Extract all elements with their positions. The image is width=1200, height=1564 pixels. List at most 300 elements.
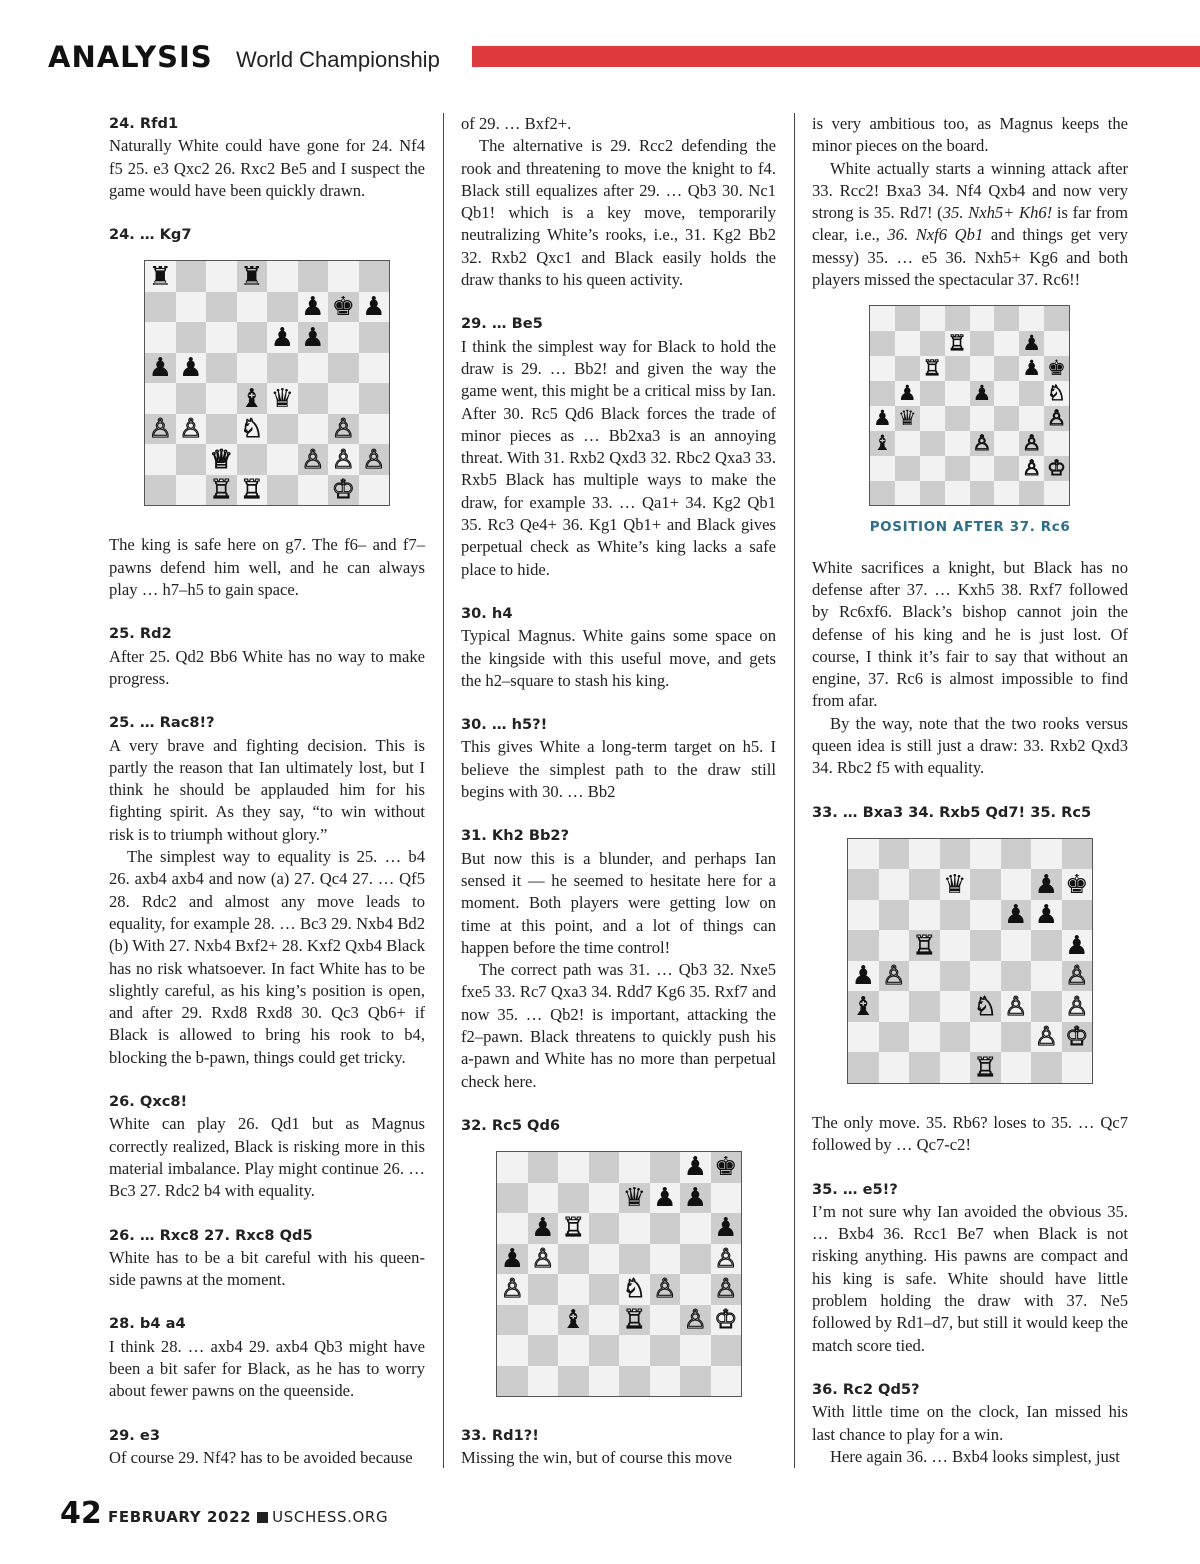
white-king-icon: ♔ [1065,1022,1089,1053]
board-square [895,306,920,331]
column-1 [109,113,425,1469]
white-rook-icon: ♖ [622,1304,646,1335]
board-square [920,431,945,456]
board-square [1062,839,1093,870]
black-pawn-icon: ♟ [1034,900,1058,931]
annotation-paragraph: White can play 26. Qd1 but as Magnus correctly realized, Black is risking more in this material imbalance. Play might continue 26. … Bc3 27. Rdc2 b4 with equality. [109,1114,425,1201]
white-knight-icon: ♘ [240,414,264,445]
board-square [909,1022,940,1053]
board-square [237,383,268,414]
board-square [497,1152,528,1183]
board-square [497,1274,528,1305]
board-square [619,1274,650,1305]
board-square [1044,331,1069,356]
board-square [328,292,359,323]
issue-line [108,1508,388,1526]
board-square [1062,930,1093,961]
board-square [945,406,970,431]
board-square [528,1335,559,1366]
move-heading: 30. … h5?! [461,716,548,734]
board-square [848,839,879,870]
board-square [1019,481,1044,506]
board-square [870,406,895,431]
board-square [1044,356,1069,381]
white-pawn-icon: ♙ [1065,961,1089,992]
board-square [711,1305,742,1336]
board-square [328,444,359,475]
board-square [1001,869,1032,900]
annotation-paragraph: After 25. Qd2 Bb6 White has no way to make progress. [109,646,425,688]
board-square [237,322,268,353]
board-square [528,1213,559,1244]
white-pawn-icon: ♙ [714,1274,738,1305]
board-square [1031,900,1062,931]
header-accent-bar [472,46,1200,67]
board-square [176,292,207,323]
board-square [589,1183,620,1214]
board-square [206,475,237,506]
board-square [497,1183,528,1214]
black-king-icon: ♚ [1065,869,1089,900]
board-square [970,481,995,506]
board-square [970,331,995,356]
board-square [870,481,895,506]
board-square [497,1366,528,1397]
board-square [870,331,895,356]
black-bishop-icon: ♝ [851,991,875,1022]
board-square [970,1022,1001,1053]
black-bishop-icon: ♝ [873,430,892,455]
board-square [711,1244,742,1275]
board-square [909,869,940,900]
board-square [1019,356,1044,381]
black-queen-icon: ♛ [270,383,294,414]
board-square [497,1335,528,1366]
board-square [970,306,995,331]
board-square [920,331,945,356]
board-square [895,456,920,481]
italic-variation: 35. Nxh5+ Kh6! [942,203,1053,223]
move-heading: 31. Kh2 Bb2? [461,827,570,845]
black-queen-icon: ♛ [622,1182,646,1213]
white-pawn-icon: ♙ [531,1243,555,1274]
annotation-paragraph: A very brave and fighting decision. This is partly the reason that Ian ultimately lost, but I think he should be applauded him for his fighting spirit. As they say, “to win without risk is to triumph without glory.” [109,735,425,844]
board-square [145,261,176,292]
black-pawn-icon: ♟ [897,380,917,405]
board-square [1019,306,1044,331]
board-square [945,481,970,506]
annotation-paragraph: Missing the win, but of course this move [461,1448,733,1468]
board-square [994,306,1019,331]
white-king-icon: ♔ [1047,455,1066,480]
board-square [1031,961,1062,992]
board-square [994,381,1019,406]
board-square [206,353,237,384]
board-square [176,261,207,292]
board-square [920,306,945,331]
board-square [176,383,207,414]
white-knight-icon: ♘ [1047,380,1066,405]
white-pawn-icon: ♙ [972,430,992,455]
black-pawn-icon: ♟ [873,405,892,430]
board-square [619,1366,650,1397]
white-pawn-icon: ♙ [331,414,355,445]
white-knight-icon: ♘ [622,1274,646,1305]
board-square [206,444,237,475]
board-square [1062,1022,1093,1053]
board-square [895,431,920,456]
board-square [359,292,390,323]
black-pawn-icon: ♟ [683,1152,707,1183]
board-square [328,383,359,414]
board-square [298,414,329,445]
board-square [206,414,237,445]
section-subtitle: World Championship [236,47,440,72]
board-square [328,322,359,353]
white-pawn-icon: ♙ [1022,455,1042,480]
board-square [940,930,971,961]
board-square [940,869,971,900]
board-square [650,1305,681,1336]
board-square [237,414,268,445]
board-square [298,475,329,506]
board-square [711,1335,742,1366]
board-square [711,1274,742,1305]
board-square [1031,1052,1062,1083]
board-square [176,414,207,445]
board-square [359,261,390,292]
board-square [970,991,1001,1022]
annotation-paragraph: With little time on the clock, Ian missed his last chance to play for a win. [812,1402,1128,1444]
board-square [1019,406,1044,431]
board-square [176,322,207,353]
board-square [145,322,176,353]
board-square [970,961,1001,992]
board-square [711,1213,742,1244]
board-square [870,431,895,456]
board-square [945,456,970,481]
section-title: ANALYSIS [48,40,213,74]
chess-diagram [847,838,1093,1084]
board-square [237,292,268,323]
board-square [920,481,945,506]
black-pawn-icon: ♟ [179,353,203,384]
black-pawn-icon: ♟ [714,1213,738,1244]
board-square [870,456,895,481]
chess-diagram [144,260,390,506]
board-square [1019,331,1044,356]
board-square [206,292,237,323]
board-square [298,292,329,323]
board-square [879,930,910,961]
board-square [497,1305,528,1336]
board-square [680,1183,711,1214]
annotation-paragraph: This gives White a long-term target on h5. I believe the simplest path to the draw still begins with 30. … Bb2 [461,737,776,802]
board-square [558,1305,589,1336]
board-square [879,869,910,900]
white-rook-icon: ♖ [973,1052,997,1083]
board-square [895,356,920,381]
board-square [994,456,1019,481]
board-square [206,322,237,353]
board-square [945,356,970,381]
board-square [680,1213,711,1244]
board-square [1001,900,1032,931]
board-square [328,261,359,292]
white-pawn-icon: ♙ [179,414,203,445]
board-square [206,261,237,292]
board-square [680,1305,711,1336]
board-square [650,1366,681,1397]
board-square [870,381,895,406]
board-square [970,356,995,381]
board-square [945,306,970,331]
board-square [970,930,1001,961]
annotation-paragraph: But now this is a blunder, and perhaps Ian sensed it — he seemed to hesitate here for a moment. Both players were getting low on time at this point, and a lot of things can happen before the time control! [461,848,776,957]
board-square [711,1183,742,1214]
move-heading: 26. Qxc8! [109,1093,188,1111]
board-square [1019,456,1044,481]
board-square [558,1244,589,1275]
board-square [848,961,879,992]
annotation-paragraph: I think 28. … axb4 29. axb4 Qb3 might have been a bit safer for Black, as he has to worry about fewer pawns on the queenside. [109,1336,425,1401]
white-pawn-icon: ♙ [683,1304,707,1335]
board-square [558,1213,589,1244]
board-square [528,1183,559,1214]
board-square [145,353,176,384]
board-square [237,444,268,475]
board-square [589,1305,620,1336]
board-square [145,475,176,506]
board-square [1031,930,1062,961]
board-square [298,353,329,384]
board-square [528,1274,559,1305]
board-square [528,1152,559,1183]
board-square [589,1274,620,1305]
white-pawn-icon: ♙ [714,1243,738,1274]
board-square [359,444,390,475]
annotation-paragraph: The king is safe here on g7. The f6– and f7–pawns defend him well, and he can always play … h7–h5 to gain space. [109,535,425,600]
annotation-paragraph: The alternative is 29. Rcc2 defending the rook and threatening to move the knight to f4. Black still equalizes after 29. … Qb3 30. Nc1 Qb1! which is a key move, temporarily neutralizing White’s rooks, i.e., 31. Kg2 Bb2 32. Rxb2 Qxc1 and Black easily holds the draw thanks to his queen activity. [461,136,776,290]
white-pawn-icon: ♙ [148,414,172,445]
black-pawn-icon: ♟ [301,322,325,353]
move-heading: 33. … Bxa3 34. Rxb5 Qd7! 35. Rc5 [812,803,1092,821]
white-rook-icon: ♖ [209,475,233,506]
chess-diagram [496,1151,742,1397]
board-square [497,1213,528,1244]
board-square [650,1183,681,1214]
board-square [920,456,945,481]
board-square [970,1052,1001,1083]
board-square [1062,991,1093,1022]
column-2 [461,113,776,1470]
board-square [940,839,971,870]
board-square [895,331,920,356]
move-heading: 24. Rfd1 [109,115,179,132]
board-square [145,292,176,323]
black-pawn-icon: ♟ [1022,331,1042,356]
board-square [528,1366,559,1397]
board-square [298,444,329,475]
board-square [1044,306,1069,331]
board-square [909,1052,940,1083]
board-square [870,306,895,331]
board-square [1001,961,1032,992]
board-square [589,1244,620,1275]
board-square [298,322,329,353]
board-square [1044,406,1069,431]
text-run: White actually starts a winning attack after 33. Rcc2! Bxa3 34. Nf4 Qxb4 and now very strong is 35. Rd7! ( [812,158,1128,223]
board-square [909,961,940,992]
black-king-icon: ♚ [714,1152,738,1183]
annotation-paragraph: The correct path was 31. … Qb3 32. Nxe5 fxe5 33. Rc7 Qxa3 34. Rdd7 Kg6 35. Rxf7 and now 35. … Qb2! is important, attacking the f2–pawn. Black threatens to quickly push his a-pawn and White has no more than perpetual check here. [461,960,776,1091]
annotation-paragraph: I think the simplest way for Black to hold the draw is 29. … Bb2! and given the way the game went, this might be a critical miss by Ian. After 30. Rc5 Qd6 Black forces the trade of minor pieces as … Bb2xa3 is an annoying threat. With 31. Rxb2 Qxd3 32. Rbc2 Qxa3 33. Rxb5 Black has multiple ways to make the draw, for example 33. … Qa1+ 34. Kg2 Qb1 35. Rc3 Qe4+ 36. Kg1 Qb1+ and Black gives perpetual check as White’s king lacks a safe place to hide. [461,336,776,579]
white-pawn-icon: ♙ [500,1274,524,1305]
annotation-paragraph: I’m not sure why Ian avoided the obvious 35. … Bxb4 36. Rcc1 Be7 when Black is not risking anything. His pawns are compact and his king is safe. White should have little problem holding the draw with 37. Ne5 followed by Rd1–d7, but still it would keep the match score tied. [812,1201,1128,1355]
board-square [711,1152,742,1183]
column-divider [794,113,795,1468]
board-square [267,475,298,506]
board-square [619,1335,650,1366]
site-name: USCHESS.ORG [272,1508,389,1526]
board-square [970,900,1001,931]
move-heading: 29. … Be5 [461,315,543,333]
white-rook-icon: ♖ [947,331,967,356]
white-pawn-icon: ♙ [1034,1022,1058,1053]
black-pawn-icon: ♟ [500,1243,524,1274]
board-square [650,1274,681,1305]
board-square [619,1305,650,1336]
board-square [895,381,920,406]
black-rook-icon: ♜ [148,261,172,292]
board-square [680,1244,711,1275]
board-square [920,406,945,431]
board-square [920,381,945,406]
move-heading: 25. … Rac8!? [109,714,215,732]
board-square [1062,1052,1093,1083]
white-queen-icon: ♕ [209,444,233,475]
board-square [945,431,970,456]
black-pawn-icon: ♟ [851,961,875,992]
white-rook-icon: ♖ [912,930,936,961]
board-square [945,331,970,356]
move-heading: 24. … Kg7 [109,226,192,244]
board-square [558,1335,589,1366]
board-square [711,1366,742,1397]
column-divider [443,113,444,1468]
board-square [176,475,207,506]
board-square [1044,481,1069,506]
board-square [650,1244,681,1275]
move-heading: 35. … e5!? [812,1180,898,1198]
black-pawn-icon: ♟ [301,292,325,323]
black-pawn-icon: ♟ [1022,356,1042,381]
board-square [328,414,359,445]
text-run: is far from clear, i.e., [812,203,1129,245]
board-square [237,353,268,384]
board-square [1031,869,1062,900]
board-square [619,1213,650,1244]
black-king-icon: ♚ [331,292,355,323]
board-square [909,839,940,870]
board-square [267,292,298,323]
annotation-paragraph: Here again 36. … Bxb4 looks simplest, just [830,1446,1120,1466]
board-square [1001,1022,1032,1053]
board-square [176,444,207,475]
board-square [879,1052,910,1083]
board-square [994,331,1019,356]
board-square [1031,991,1062,1022]
board-square [1031,1022,1062,1053]
white-pawn-icon: ♙ [362,444,386,475]
board-square [879,900,910,931]
board-square [619,1244,650,1275]
board-square [848,1022,879,1053]
page-header [0,38,1200,78]
black-queen-icon: ♛ [897,405,917,430]
board-square [895,481,920,506]
board-square [879,1022,910,1053]
annotation-paragraph: Naturally White could have gone for 24. Nf4 f5 25. e3 Qxc2 26. Rxc2 Be5 and I suspect the game would have been quickly drawn. [109,136,425,200]
board-square [267,261,298,292]
black-pawn-icon: ♟ [683,1182,707,1213]
board-square [940,1022,971,1053]
board-square [650,1152,681,1183]
chess-diagram [869,305,1070,506]
white-pawn-icon: ♙ [1047,405,1066,430]
board-square [497,1244,528,1275]
board-square [879,991,910,1022]
board-square [558,1152,589,1183]
annotation-paragraph: of 29. … Bxf2+. [461,114,572,133]
board-square [940,1052,971,1083]
board-square [680,1366,711,1397]
black-pawn-icon: ♟ [653,1182,677,1213]
board-square [1044,381,1069,406]
board-square [879,961,910,992]
black-pawn-icon: ♟ [1065,930,1089,961]
board-square [940,900,971,931]
board-square [176,353,207,384]
white-rook-icon: ♖ [922,356,942,381]
board-square [1001,991,1032,1022]
annotation-paragraph: Typical Magnus. White gains some space on the kingside with this useful move, and gets the h2–square to stash his king. [461,626,776,690]
board-square [970,869,1001,900]
text-run: and things get very messy) 35. … e5 36. Nxh5+ Kg6 and both players missed the spectacular 37. Rc6!! [812,225,1128,290]
black-pawn-icon: ♟ [270,322,294,353]
black-bishop-icon: ♝ [240,383,264,414]
board-square [970,839,1001,870]
board-square [650,1335,681,1366]
white-king-icon: ♔ [331,475,355,506]
board-square [589,1213,620,1244]
annotation-paragraph [812,158,1128,292]
move-heading: 32. Rc5 Qd6 [461,1116,561,1134]
board-square [145,383,176,414]
board-square [1062,900,1093,931]
board-square [558,1183,589,1214]
white-rook-icon: ♖ [240,475,264,506]
board-square [1044,431,1069,456]
column-3 [812,113,1128,1468]
white-pawn-icon: ♙ [1065,991,1089,1022]
board-square [994,356,1019,381]
issue-date: FEBRUARY 2022 [108,1508,252,1526]
board-square [680,1274,711,1305]
white-pawn-icon: ♙ [1004,991,1028,1022]
annotation-paragraph: is very ambitious too, as Magnus keeps the minor pieces on the board. [812,114,1128,156]
separator-square-icon [257,1512,268,1523]
